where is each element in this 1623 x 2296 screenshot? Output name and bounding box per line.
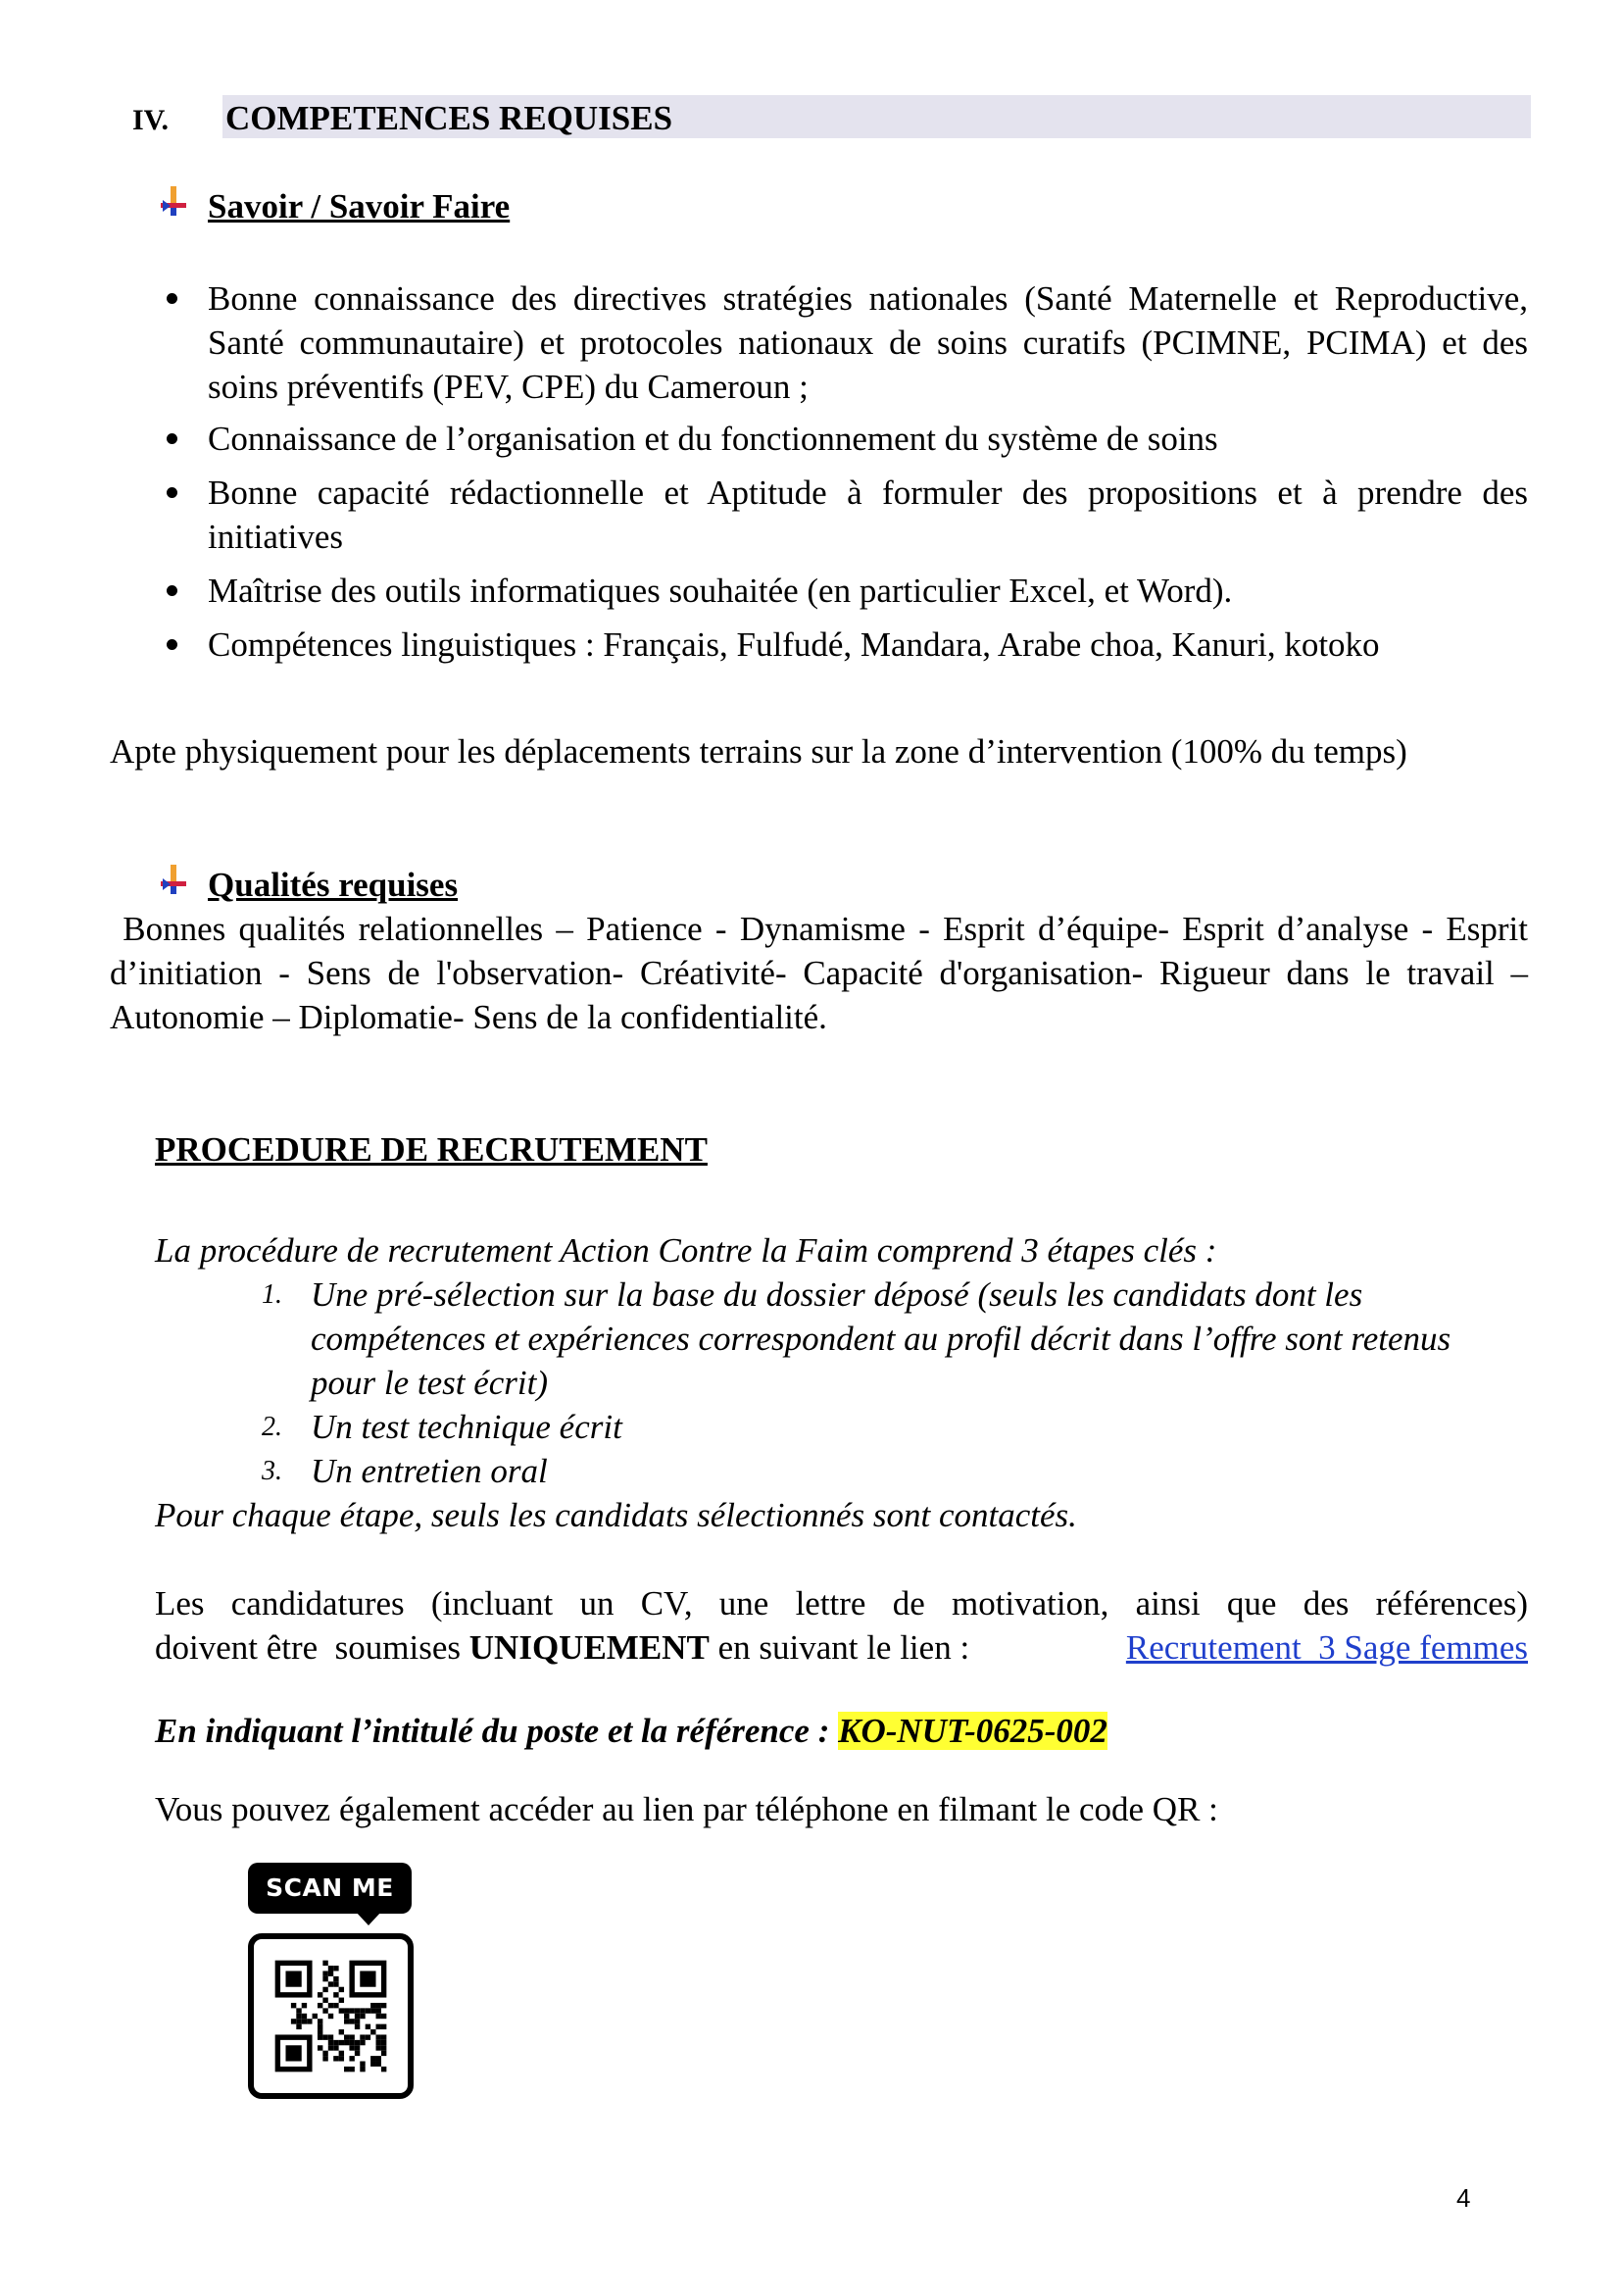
step-number: 1. <box>262 1279 282 1310</box>
step-text: Une pré-sélection sur la base du dossier déposé (seuls les candidats dont les compétences et expériences correspondent au profil décrit dans l’offre sont retenus pour le test écrit) <box>311 1275 1451 1402</box>
reference-line <box>155 1709 1107 1753</box>
section-title: COMPETENCES REQUISES <box>225 99 673 137</box>
list-item: Maîtrise des outils informatiques souhaitée (en particulier Excel, et Word). <box>208 569 1528 613</box>
savoir-title: Savoir / Savoir Faire <box>208 187 511 225</box>
scan-me-badge: SCAN ME <box>248 1863 412 1914</box>
apply-text: en suivant le lien : <box>709 1628 978 1667</box>
procedure-title: PROCEDURE DE RECRUTEMENT <box>155 1130 708 1169</box>
physical-aptitude-text: Apte physiquement pour les déplacements terrains sur la zone d’intervention (100% du temps) <box>110 732 1407 771</box>
procedure-intro: La procédure de recrutement Action Contre la Faim comprend 3 étapes clés : <box>155 1231 1217 1270</box>
scan-badge-pointer <box>356 1912 381 1925</box>
recruitment-link[interactable]: Recrutement_3 Sage femmes <box>1125 1628 1528 1667</box>
procedure-note: Pour chaque étape, seuls les candidats sélectionnés sont contactés. <box>155 1496 1077 1534</box>
qr-code[interactable] <box>248 1933 414 2099</box>
arrow-bullet-icon <box>157 863 190 907</box>
reference-label: En indiquant l’intitulé du poste et la référence : <box>155 1712 839 1750</box>
apply-line-1: Les candidatures (incluant un CV, une lettre de motivation, ainsi que des références) <box>155 1584 1528 1622</box>
list-item <box>262 1273 1511 1405</box>
apply-text: doivent être soumises <box>155 1628 469 1667</box>
list-item: Bonne capacité rédactionnelle et Aptitude à formuler des propositions et à prendre des initiatives <box>208 471 1528 559</box>
qualites-text: Bonnes qualités relationnelles – Patience - Dynamisme - Esprit d’équipe- Esprit d’analyse - Esprit d’initiation - Sens de l'observation- Créativité- Capacité d'organisation- Rigueur dans le travail – Autonomie – Diplomatie- Sens de la confidentialité. <box>110 910 1537 1036</box>
bullet-dot-icon <box>167 585 177 596</box>
step-number: 3. <box>262 1456 282 1486</box>
step-text: Un test technique écrit <box>311 1408 622 1446</box>
savoir-list <box>208 276 1528 667</box>
qr-instruction: Vous pouvez également accéder au lien par téléphone en filmant le code QR : <box>155 1790 1218 1828</box>
reference-code: KO-NUT-0625-002 <box>838 1712 1107 1750</box>
list-item: Bonne connaissance des directives stratégies nationales (Santé Maternelle et Reproductive, Santé communautaire) et protocoles nationaux de soins curatifs (PCIMNE, PCIMA) et des soins préventifs (PEV, CPE) du Cameroun ; <box>208 276 1528 409</box>
apply-emphasis: UNIQUEMENT <box>468 1628 710 1667</box>
qr-code-icon <box>254 1939 408 2093</box>
arrow-bullet-icon <box>157 184 190 228</box>
procedure-steps <box>262 1273 1511 1493</box>
bullet-dot-icon <box>167 487 177 498</box>
bullet-dot-icon <box>167 293 177 304</box>
bullet-dot-icon <box>167 433 177 444</box>
bullet-dot-icon <box>167 639 177 650</box>
page-number: 4 <box>1456 2183 1471 2213</box>
step-number: 2. <box>262 1412 282 1442</box>
apply-line-2 <box>155 1625 1528 1670</box>
list-item <box>262 1449 1511 1493</box>
list-item: Connaissance de l’organisation et du fonctionnement du système de soins <box>208 417 1528 461</box>
qualites-title: Qualités requises <box>208 866 459 904</box>
step-text: Un entretien oral <box>311 1452 548 1490</box>
list-item: Compétences linguistiques : Français, Fulfudé, Mandara, Arabe choa, Kanuri, kotoko <box>208 623 1528 667</box>
list-item <box>262 1405 1511 1449</box>
section-number: IV. <box>132 104 169 136</box>
